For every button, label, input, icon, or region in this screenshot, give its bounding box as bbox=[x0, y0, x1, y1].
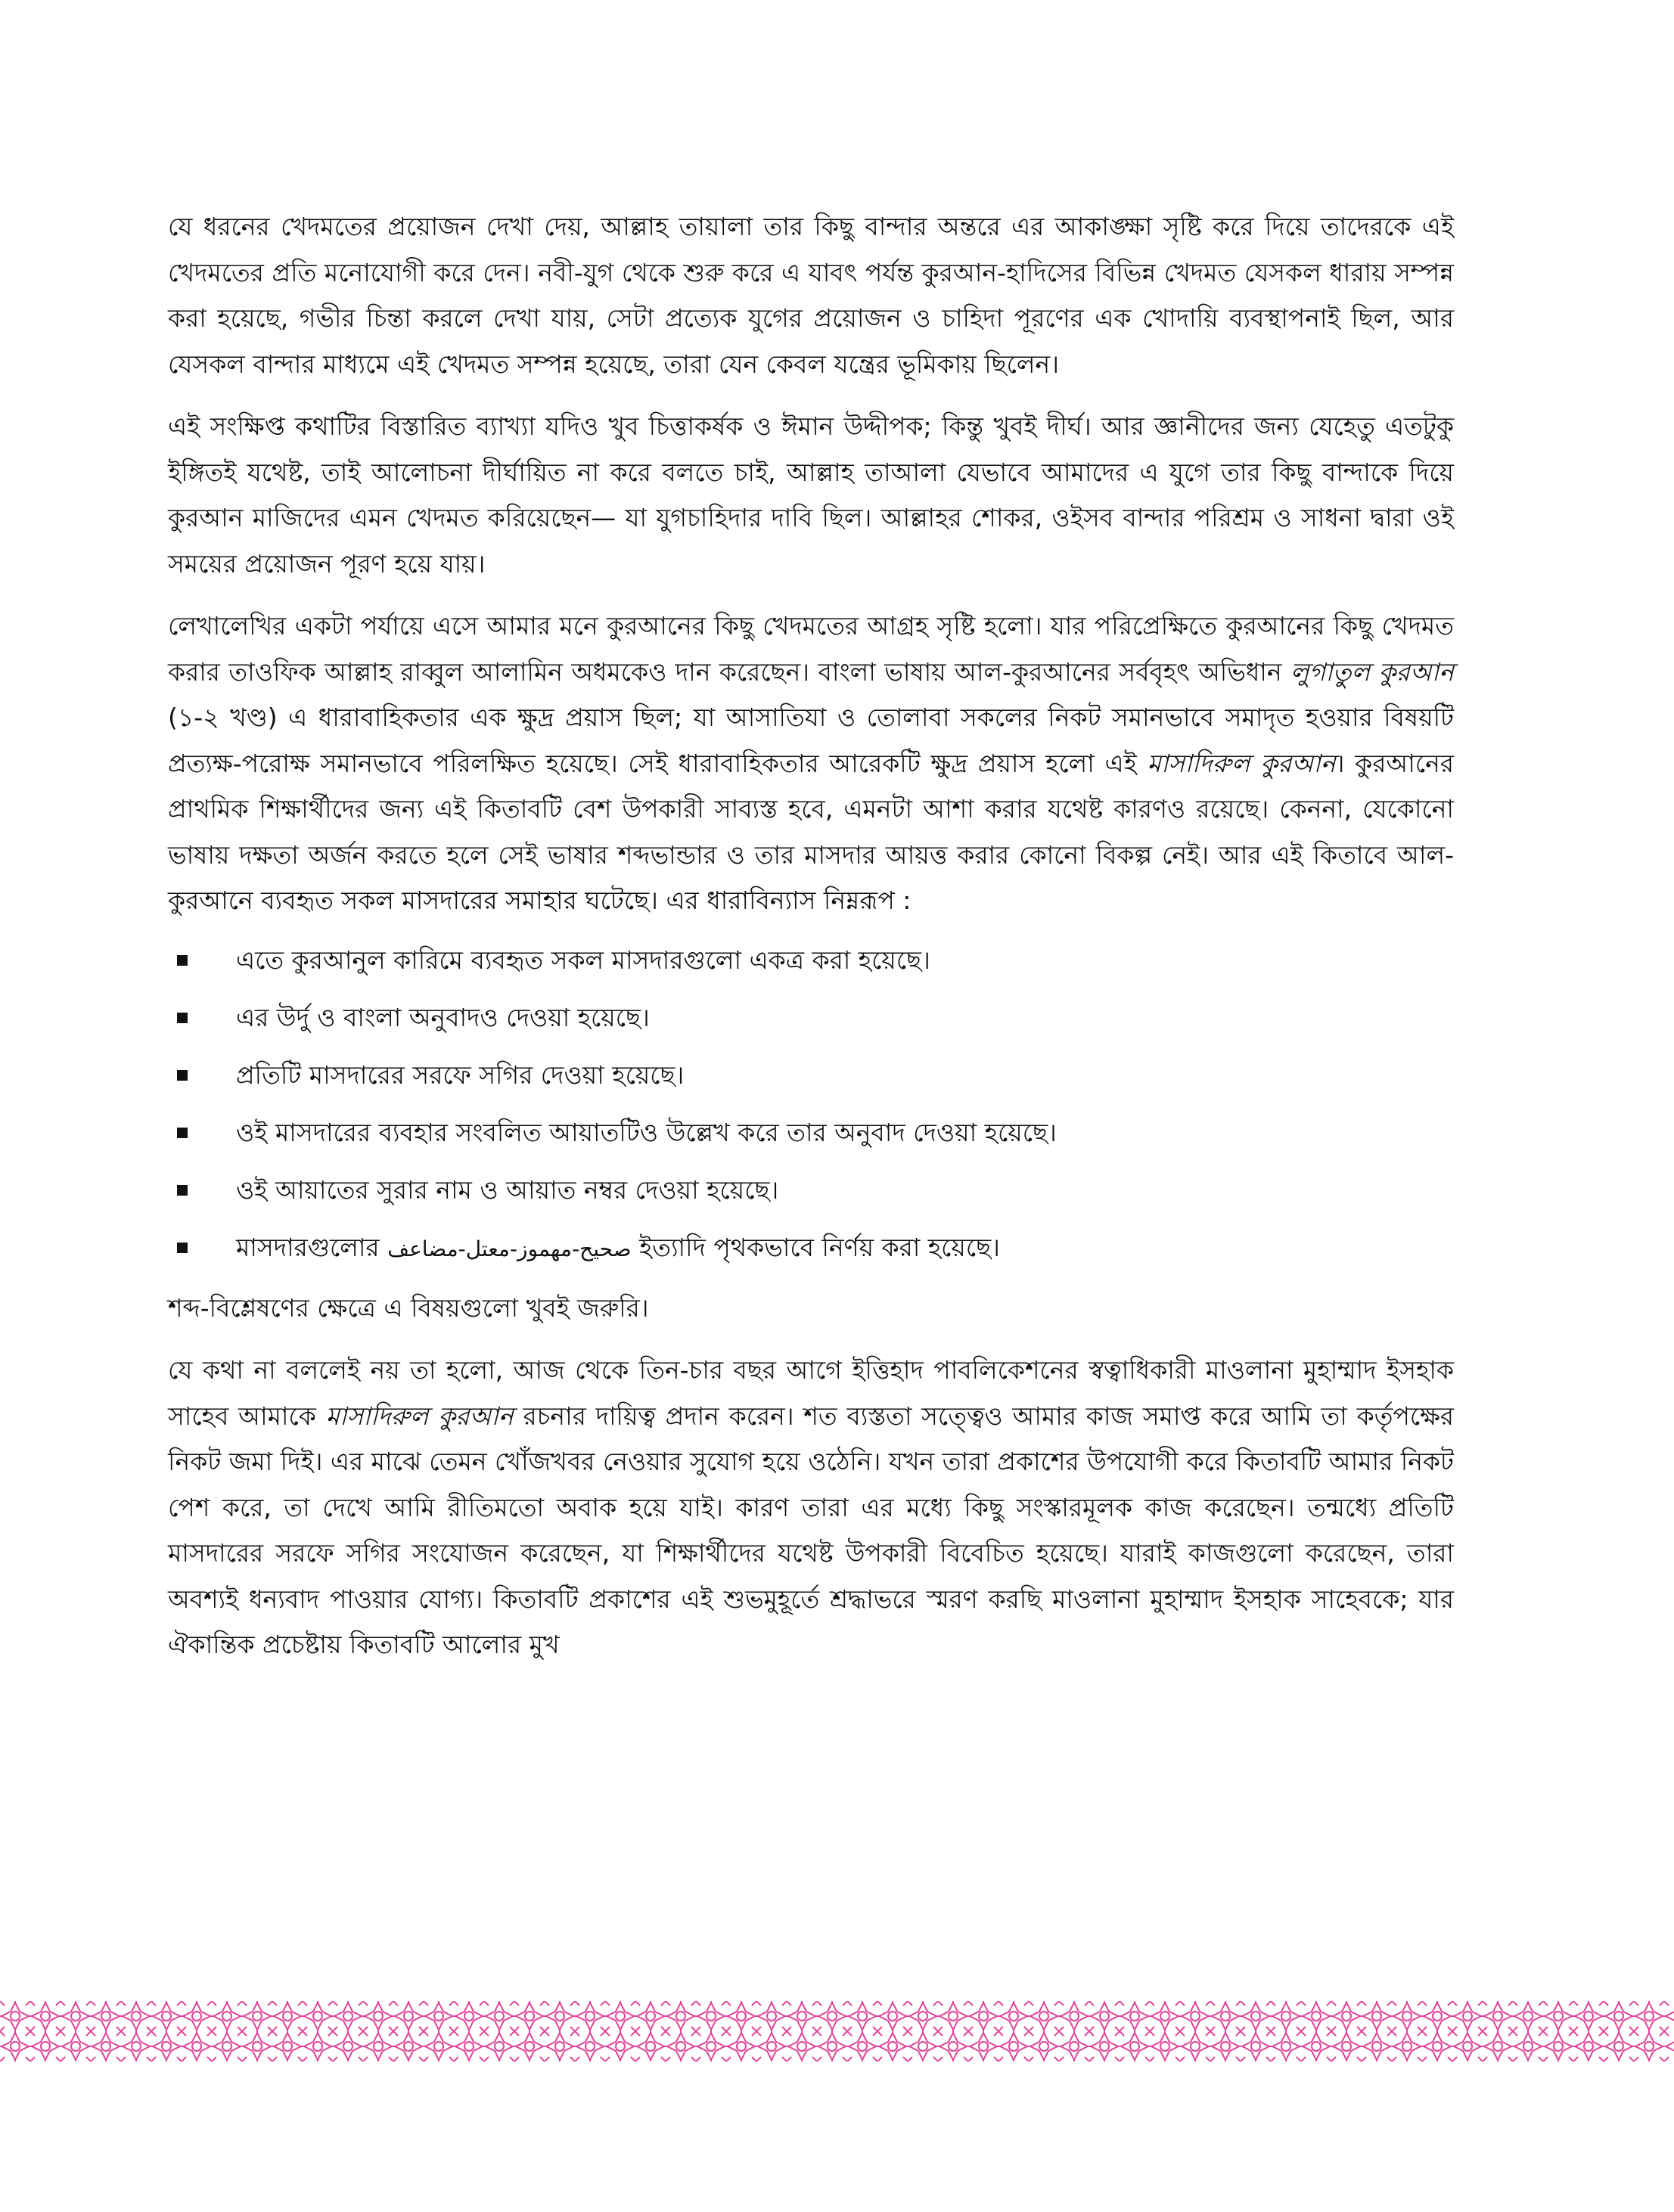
square-bullet-icon bbox=[177, 1185, 188, 1196]
book-title-masadirul-quran-2: মাসাদিরুল কুরআন bbox=[325, 1401, 514, 1431]
list-item bbox=[168, 1056, 1454, 1095]
paragraph-2 bbox=[168, 404, 1454, 587]
feature-list bbox=[168, 941, 1454, 1267]
square-bullet-icon bbox=[177, 1128, 188, 1138]
square-bullet-icon bbox=[177, 1013, 188, 1023]
paragraph-4 bbox=[168, 1286, 1454, 1332]
paragraph-3-text-b: (১-২ খণ্ড) এ ধারাবাহিকতার এক ক্ষুদ্র প্রয়াস ছিল; যা আসাতিযা ও তোলাবা সকলের নিকট সমানভাবে সমাদৃত হওয়ার বিষয়টি প্রত্যক্ষ-পরোক্ষ সমানভাবে পরিলক্ষিত হয়েছে। সেই ধারাবাহিকতার আরেকটি ক্ষুদ্র প্রয়াস হলো এই bbox=[168, 703, 1454, 778]
list-item-text: এতে কুরআনুল কারিমে ব্যবহৃত সকল মাসদারগুলো একত্র করা হয়েছে। bbox=[236, 945, 930, 975]
paragraph-3-text-a: লেখালেখির একটা পর্যায়ে এসে আমার মনে কুরআনের কিছু খেদমতের আগ্রহ সৃষ্টি হলো। যার পরিপ্রেক্ষিতে কুরআনের কিছু খেদমত করার তাওফিক আল্লাহ রাব্বুল আলামিন অধমকেও দান করেছেন। বাংলা ভাষায় আল-কুরআনের সর্ববৃহৎ অভিধান bbox=[168, 611, 1454, 687]
book-title-lugatul-quran: লুগাতুল কুরআন bbox=[1290, 656, 1454, 687]
square-bullet-icon bbox=[177, 1243, 188, 1253]
square-bullet-icon bbox=[177, 1070, 188, 1081]
paragraph-5-text-a: যে কথা না বললেই নয় তা হলো, আজ থেকে তিন-চার বছর আগে ইত্তিহাদ পাবলিকেশনের স্বত্বাধিকারী মাওলানা মুহাম্মাদ ইসহাক সাহেব আমাকে bbox=[168, 1355, 1454, 1431]
paragraph-2-text: এই সংক্ষিপ্ত কথাটির বিস্তারিত ব্যাখ্যা যদিও খুব চিত্তাকর্ষক ও ঈমান উদ্দীপক; কিন্তু খুবই দীর্ঘ। আর জ্ঞানীদের জন্য যেহেতু এতটুকু ইঙ্গিতই যথেষ্ট, তাই আলোচনা দীর্ঘায়িত না করে বলতে চাই, আল্লাহ তাআলা যেভাবে আমাদের এ যুগে তার কিছু বান্দাকে দিয়ে কুরআন মাজিদের এমন খেদমত করিয়েছেন— যা যুগচাহিদার দাবি ছিল। আল্লাহর শোকর, ওইসব বান্দার পরিশ্রম ও সাধনা দ্বারা ওই সময়ের প্রয়োজন পূরণ হয়ে যায়। bbox=[168, 411, 1454, 579]
paragraph-3-text-c: । কুরআনের প্রাথমিক শিক্ষার্থীদের জন্য এই কিতাবটি বেশ উপকারী সাব্যস্ত হবে, এমনটা আশা করার যথেষ্ট কারণও রয়েছে। কেননা, যেকোনো ভাষায় দক্ষতা অর্জন করতে হলে সেই ভাষার শব্দভান্ডার ও তার মাসদার আয়ত্ত করার কোনো বিকল্প নেই। আর এই কিতাবে আল-কুরআনে ব্যবহৃত সকল মাসদারের সমাহার ঘটেছে। এর ধারাবিন্যাস নিম্নরূপ : bbox=[168, 748, 1454, 915]
paragraph-5 bbox=[168, 1348, 1454, 1668]
paragraph-1-text: যে ধরনের খেদমতের প্রয়োজন দেখা দেয়, আল্লাহ তায়ালা তার কিছু বান্দার অন্তরে এর আকাঙ্ক্ষা সৃষ্টি করে দিয়ে তাদেরকে এই খেদমতের প্রতি মনোযোগী করে দেন। নবী-যুগ থেকে শুরু করে এ যাবৎ পর্যন্ত কুরআন-হাদিসের বিভিন্ন খেদমত যেসকল ধারায় সম্পন্ন করা হয়েছে, গভীর চিন্তা করলে দেখা যায়, সেটা প্রত্যেক যুগের প্রয়োজন ও চাহিদা পূরণের এক খোদায়ি ব্যবস্থাপনাই ছিল, আর যেসকল বান্দার মাধ্যমে এই খেদমত সম্পন্ন হয়েছে, তারা যেন কেবল যন্ত্রের ভূমিকায় ছিলেন। bbox=[168, 212, 1454, 379]
arabic-terms: صحيح-مهموز-معتل-مضاعف bbox=[387, 1236, 632, 1261]
list-item bbox=[168, 1171, 1454, 1210]
list-item-text: মাসদারগুলোর bbox=[236, 1232, 388, 1262]
paragraph-3 bbox=[168, 603, 1454, 924]
list-item-text: ওই মাসদারের ব্যবহার সংবলিত আয়াতটিও উল্লেখ করে তার অনুবাদ দেওয়া হয়েছে। bbox=[236, 1117, 1057, 1147]
list-item-text: ওই আয়াতের সুরার নাম ও আয়াত নম্বর দেওয়া হয়েছে। bbox=[236, 1174, 779, 1205]
paragraph-1 bbox=[168, 204, 1454, 387]
list-item-text-tail: ইত্যাদি পৃথকভাবে নির্ণয় করা হয়েছে। bbox=[631, 1232, 1000, 1262]
list-item-text: এর উর্দু ও বাংলা অনুবাদও দেওয়া হয়েছে। bbox=[236, 1002, 650, 1032]
list-item bbox=[168, 1113, 1454, 1153]
page-body bbox=[168, 204, 1454, 1685]
list-item bbox=[168, 1228, 1454, 1267]
paragraph-5-text-b: রচনার দায়িত্ব প্রদান করেন। শত ব্যস্ততা সত্ত্বেও আমার কাজ সমাপ্ত করে আমি তা কর্তৃপক্ষের নিকট জমা দিই। এর মাঝে তেমন খোঁজখবর নেওয়ার সুযোগ হয়ে ওঠেনি। যখন তারা প্রকাশের উপযোগী করে কিতাবটি আমার নিকট পেশ করে, তা দেখে আমি রীতিমতো অবাক হয়ে যাই। কারণ তারা এর মধ্যে কিছু সংস্কারমূলক কাজ করেছেন। তন্মধ্যে প্রতিটি মাসদারের সরফে সগির সংযোজন করেছেন, যা শিক্ষার্থীদের যথেষ্ট উপকারী বিবেচিত হয়েছে। যারাই কাজগুলো করেছেন, তারা অবশ্যই ধন্যবাদ পাওয়ার যোগ্য। কিতাবটি প্রকাশের এই শুভমুহূর্তে শ্রদ্ধাভরে স্মরণ করছি মাওলানা মুহাম্মাদ ইসহাক সাহেবকে; যার ঐকান্তিক প্রচেষ্টায় কিতাবটি আলোর মুখ bbox=[168, 1401, 1454, 1659]
decorative-border-pattern bbox=[0, 2001, 1674, 2062]
list-item bbox=[168, 941, 1454, 980]
list-item bbox=[168, 998, 1454, 1038]
square-bullet-icon bbox=[177, 955, 188, 966]
book-title-masadirul-quran: মাসাদিরুল কুরআন bbox=[1147, 748, 1336, 778]
list-item-text: প্রতিটি মাসদারের সরফে সগির দেওয়া হয়েছে। bbox=[236, 1059, 685, 1090]
paragraph-4-text: শব্দ-বিশ্লেষণের ক্ষেত্রে এ বিষয়গুলো খুবই জরুরি। bbox=[168, 1292, 649, 1323]
